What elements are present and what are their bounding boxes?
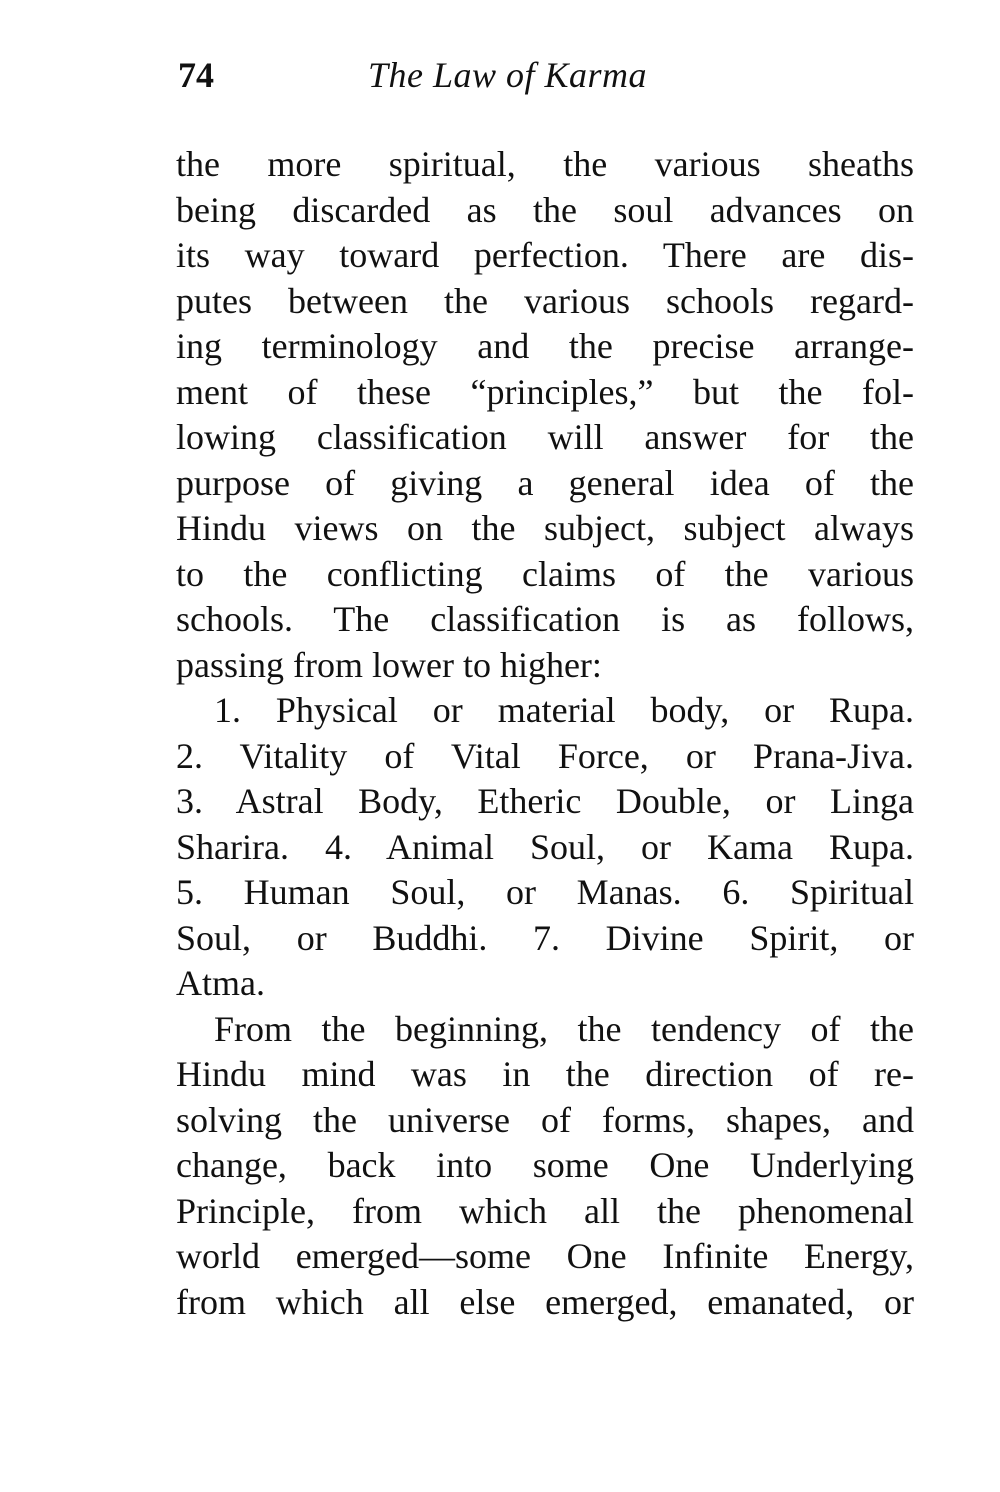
text-line: solving the universe of forms, shapes, and bbox=[176, 1099, 914, 1140]
text-line: lowing classification will answer for the bbox=[176, 417, 914, 457]
text-line: schools. The classification is as follows, bbox=[176, 599, 914, 639]
list-item: 3. Astral Body, Etheric Double, or Linga bbox=[176, 781, 914, 821]
text-line: to the conflicting claims of the various bbox=[176, 553, 914, 594]
text-line: from which all else emerged, emanated, or bbox=[176, 1281, 914, 1322]
body-text bbox=[176, 142, 914, 1325]
text-line: the more spiritual, the various sheaths bbox=[176, 144, 914, 184]
list-item: Soul, or Buddhi. 7. Divine Spirit, or bbox=[176, 917, 914, 958]
text-line: passing from lower to higher: bbox=[176, 644, 602, 685]
text-line: Hindu mind was in the direction of re- bbox=[176, 1054, 914, 1094]
text-line: ing terminology and the precise arrange- bbox=[176, 326, 914, 366]
list-item: 5. Human Soul, or Manas. 6. Spiritual bbox=[176, 872, 914, 912]
text-line: From the beginning, the tendency of the bbox=[214, 1008, 914, 1049]
text-line: world emerged—some One Infinite Energy, bbox=[176, 1236, 914, 1276]
running-title: The Law of Karma bbox=[368, 55, 648, 95]
list-item: 2. Vitality of Vital Force, or Prana-Jiva. bbox=[176, 735, 914, 776]
text-line: change, back into some One Underlying bbox=[176, 1145, 914, 1185]
text-line: purpose of giving a general idea of the bbox=[176, 462, 914, 503]
text-line: Principle, from which all the phenomenal bbox=[176, 1190, 914, 1231]
list-item: Sharira. 4. Animal Soul, or Kama Rupa. bbox=[176, 826, 914, 867]
book-page bbox=[176, 50, 914, 1325]
page-number: 74 bbox=[178, 55, 214, 95]
text-line: being discarded as the soul advances on bbox=[176, 189, 914, 230]
text-line: putes between the various schools regard- bbox=[176, 280, 914, 321]
text-line: its way toward perfection. There are dis- bbox=[176, 235, 914, 275]
text-line: ment of these “principles,” but the fol- bbox=[176, 371, 914, 412]
text-line: Hindu views on the subject, subject always bbox=[176, 508, 914, 548]
list-item: Atma. bbox=[176, 963, 265, 1003]
list-item: 1. Physical or material body, or Rupa. bbox=[214, 690, 914, 730]
running-head bbox=[176, 50, 914, 100]
